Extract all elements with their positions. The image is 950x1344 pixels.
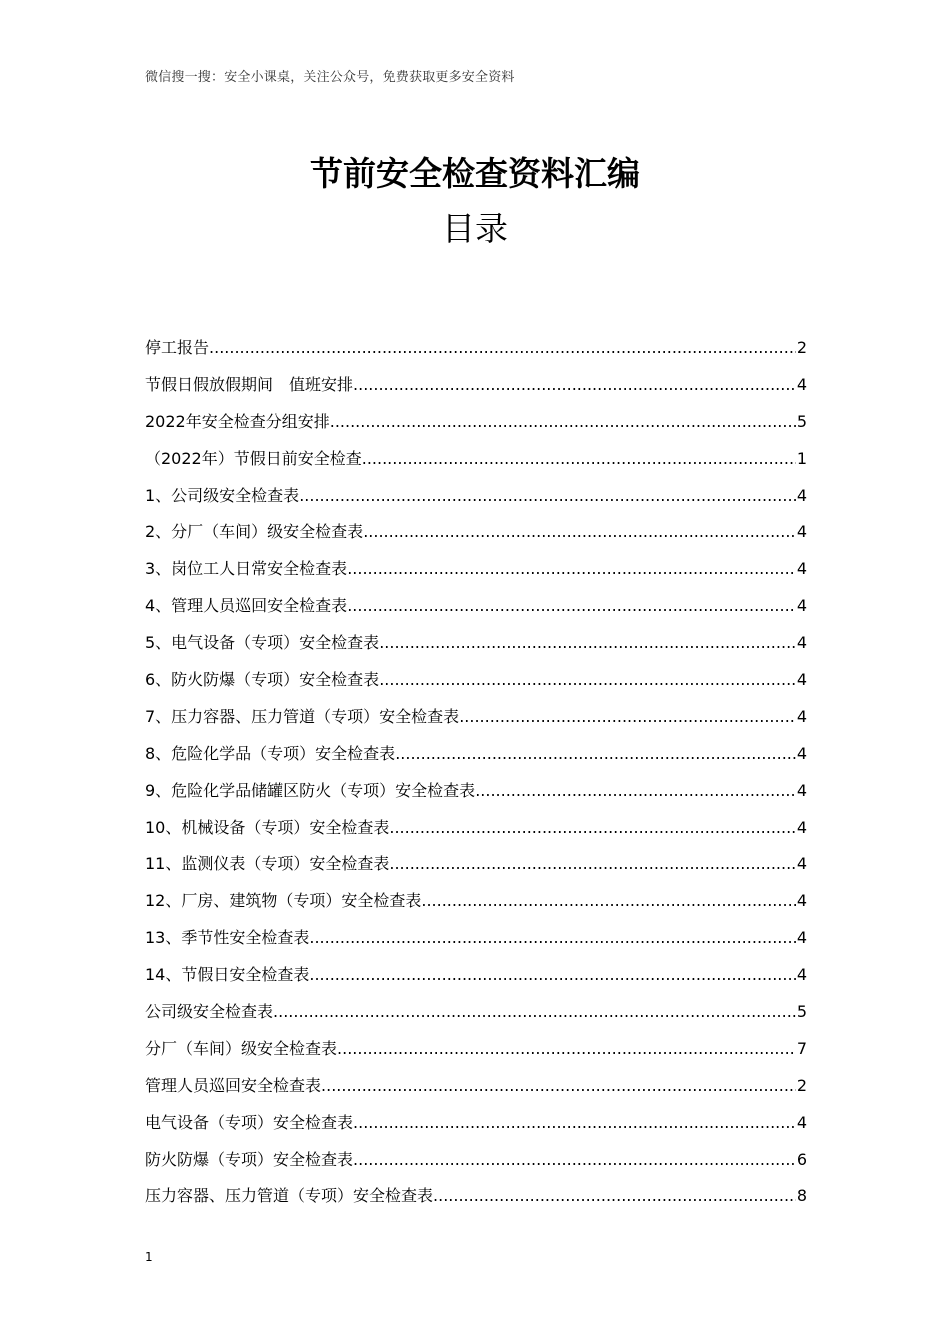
toc-entry-page: 4: [796, 596, 807, 616]
document-title: 节前安全检查资料汇编: [310, 154, 640, 194]
toc-dot-leader: [389, 810, 795, 847]
toc-dot-leader: [433, 1178, 796, 1215]
toc-entry-page: 4: [796, 633, 807, 653]
toc-dot-leader: [309, 920, 795, 957]
toc-entry[interactable]: [145, 588, 807, 625]
toc-entry[interactable]: [145, 367, 807, 404]
toc-entry-page: 8: [796, 1186, 807, 1206]
toc-entry[interactable]: [145, 478, 807, 515]
toc-entry-label: 3、岗位工人日常安全检查表: [145, 559, 348, 579]
toc-entry-label: 4、管理人员巡回安全检查表: [145, 596, 348, 616]
toc-entry-label: 7、压力容器、压力管道（专项）安全检查表: [145, 706, 460, 726]
toc-entry[interactable]: [145, 625, 807, 662]
toc-entry-label: 2022年安全检查分组安排: [145, 411, 330, 431]
toc-entry-label: 分厂（车间）级安全检查表: [145, 1038, 338, 1058]
toc-entry-label: 压力容器、压力管道（专项）安全检查表: [145, 1186, 434, 1206]
toc-entry-page: 4: [796, 1112, 807, 1132]
toc-entry[interactable]: [145, 662, 807, 699]
toc-entry[interactable]: [145, 1031, 807, 1068]
toc-dot-leader: [353, 1142, 796, 1179]
toc-entry[interactable]: [145, 994, 807, 1031]
toc-entry-page: 6: [796, 1149, 807, 1169]
toc-dot-leader: [475, 773, 796, 810]
toc-entry[interactable]: [145, 551, 807, 588]
toc-entry[interactable]: [145, 1178, 807, 1215]
toc-entry[interactable]: [145, 1105, 807, 1142]
toc-dot-leader: [321, 1068, 796, 1105]
toc-entry[interactable]: [145, 957, 807, 994]
toc-entry-page: 7: [796, 1038, 807, 1058]
toc-dot-leader: [273, 994, 796, 1031]
toc-entry-page: 4: [796, 559, 807, 579]
toc-entry-page: 4: [796, 891, 807, 911]
toc-entry[interactable]: [145, 1068, 807, 1105]
toc-entry-page: 1: [796, 448, 807, 468]
toc-dot-leader: [379, 625, 796, 662]
toc-entry[interactable]: [145, 920, 807, 957]
toc-entry[interactable]: [145, 699, 807, 736]
toc-dot-leader: [347, 588, 796, 625]
table-of-contents: [145, 330, 807, 1215]
toc-entry-label: 6、防火防爆（专项）安全检查表: [145, 670, 380, 690]
toc-dot-leader: [421, 883, 795, 920]
toc-dot-leader: [209, 330, 796, 367]
toc-entry-label: 8、危险化学品（专项）安全检查表: [145, 743, 396, 763]
toc-entry[interactable]: [145, 773, 807, 810]
toc-entry-page: 4: [796, 780, 807, 800]
toc-heading: 目录: [442, 209, 508, 249]
toc-dot-leader: [362, 441, 796, 478]
toc-entry-page: 2: [796, 1075, 807, 1095]
toc-entry-label: 11、监测仪表（专项）安全检查表: [145, 854, 390, 874]
toc-entry-page: 2: [796, 338, 807, 357]
toc-entry-page: 5: [796, 411, 807, 431]
toc-entry-label: 2、分厂（车间）级安全检查表: [145, 522, 364, 542]
toc-dot-leader: [299, 478, 796, 515]
toc-entry-label: 公司级安全检查表: [145, 1002, 274, 1022]
toc-entry-page: 4: [796, 854, 807, 874]
toc-entry-label: 电气设备（专项）安全检查表: [145, 1112, 354, 1132]
toc-dot-leader: [309, 957, 795, 994]
toc-entry-page: 4: [796, 706, 807, 726]
toc-dot-leader: [353, 367, 796, 404]
toc-entry-page: 4: [796, 817, 807, 837]
toc-entry-label: 10、机械设备（专项）安全检查表: [145, 817, 390, 837]
toc-entry[interactable]: [145, 810, 807, 847]
toc-entry-page: 4: [796, 965, 807, 985]
toc-entry-label: 防火防爆（专项）安全检查表: [145, 1149, 354, 1169]
toc-entry-page: 4: [796, 743, 807, 763]
toc-dot-leader: [395, 736, 796, 773]
toc-entry-page: 4: [796, 670, 807, 690]
toc-entry-label: 14、节假日安全检查表: [145, 965, 310, 985]
toc-entry-label: 节假日假放假期间 值班安排: [145, 374, 354, 394]
toc-entry-label: 9、危险化学品储罐区防火（专项）安全检查表: [145, 780, 476, 800]
toc-entry-label: 1、公司级安全检查表: [145, 485, 300, 505]
toc-entry-page: 4: [796, 522, 807, 542]
toc-entry-page: 4: [796, 374, 807, 394]
toc-entry-page: 4: [796, 928, 807, 948]
toc-entry-label: 管理人员巡回安全检查表: [145, 1075, 322, 1095]
toc-entry-page: 5: [796, 1002, 807, 1022]
toc-entry[interactable]: [145, 1142, 807, 1179]
toc-entry-label: （2022年）节假日前安全检查: [145, 448, 362, 468]
toc-dot-leader: [353, 1105, 796, 1142]
toc-entry[interactable]: [145, 736, 807, 773]
toc-dot-leader: [330, 404, 796, 441]
header-note: 微信搜一搜：安全小课桌，关注公众号，免费获取更多安全资料: [145, 70, 515, 85]
toc-entry-label: 12、厂房、建筑物（专项）安全检查表: [145, 891, 422, 911]
toc-dot-leader: [337, 1031, 796, 1068]
toc-dot-leader: [379, 662, 796, 699]
toc-dot-leader: [347, 551, 796, 588]
toc-dot-leader: [459, 699, 796, 736]
page-number: 1: [145, 1250, 153, 1264]
toc-entry-page: 4: [796, 485, 807, 505]
toc-entry-label: 停工报告: [145, 338, 210, 357]
toc-dot-leader: [363, 514, 796, 551]
toc-entry-label: 13、季节性安全检查表: [145, 928, 310, 948]
toc-entry-label: 5、电气设备（专项）安全检查表: [145, 633, 380, 653]
toc-entry[interactable]: [145, 441, 807, 478]
toc-dot-leader: [389, 846, 795, 883]
toc-entry[interactable]: [145, 514, 807, 551]
toc-entry[interactable]: [145, 330, 807, 367]
toc-entry[interactable]: [145, 846, 807, 883]
toc-entry[interactable]: [145, 883, 807, 920]
toc-entry[interactable]: [145, 404, 807, 441]
